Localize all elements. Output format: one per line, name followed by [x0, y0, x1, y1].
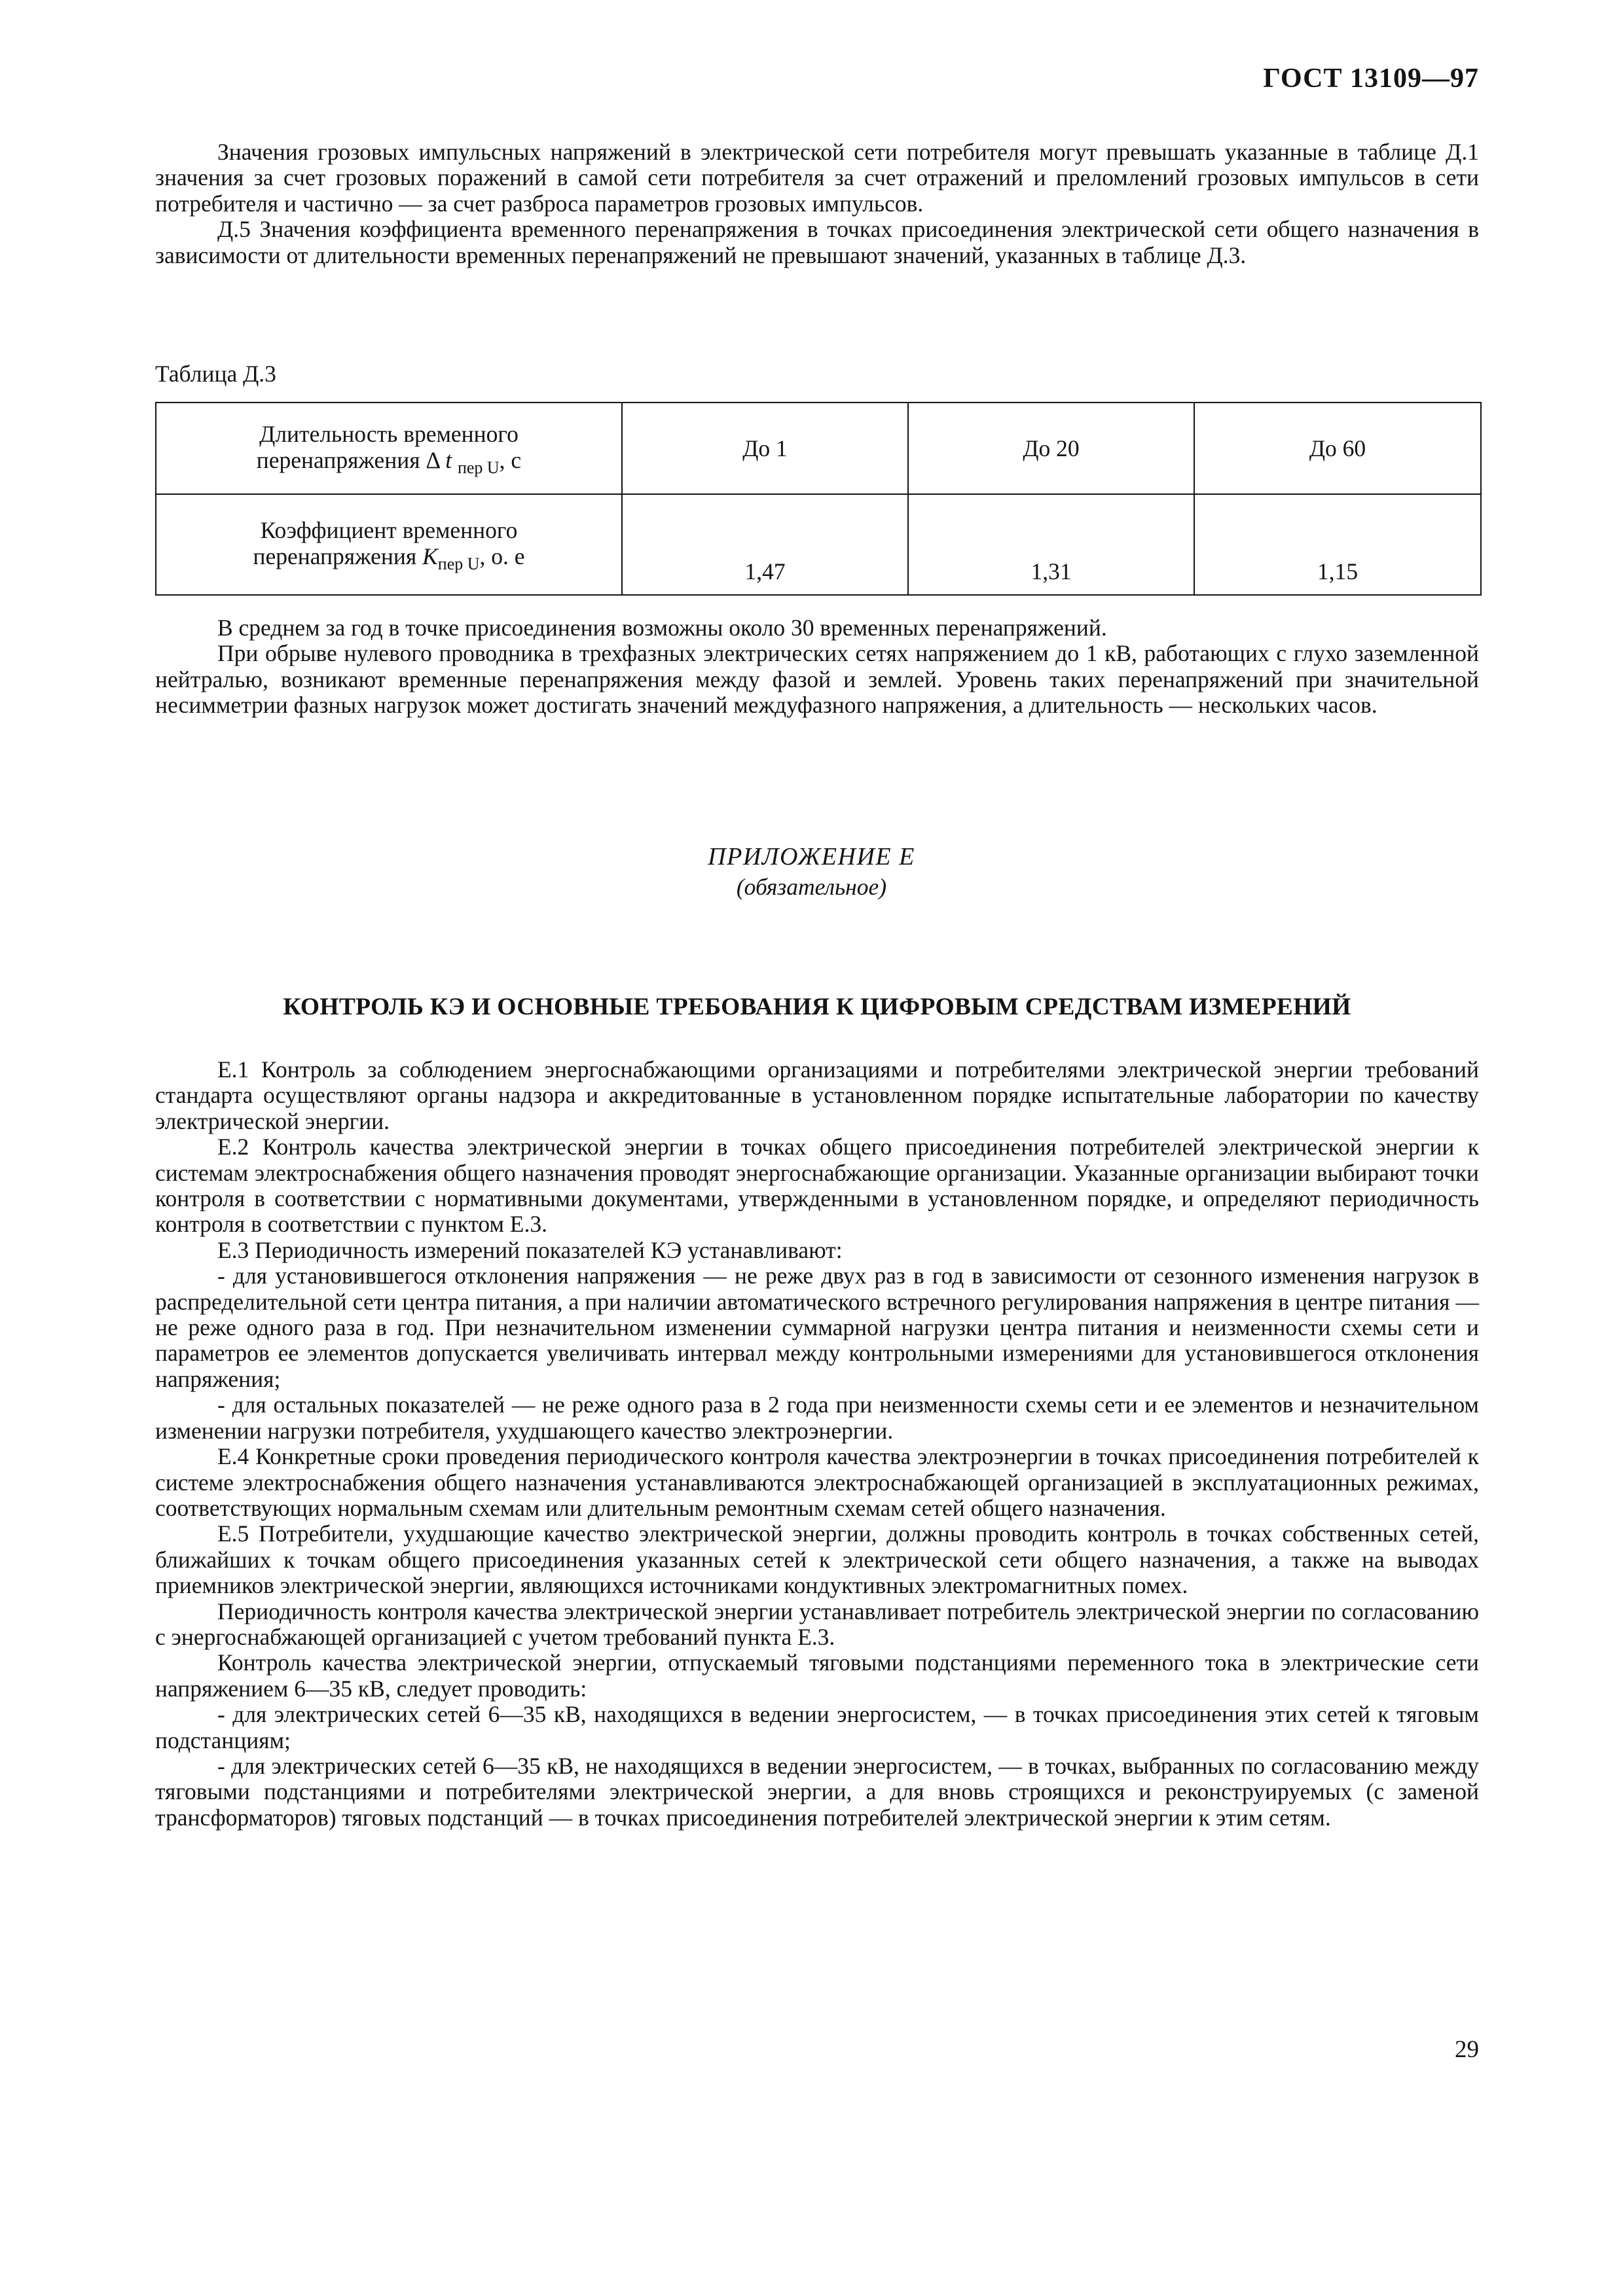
- paragraph: В среднем за год в точке присоединения возможны около 30 временных перенапряжений.: [217, 615, 1107, 641]
- list-item: - для электрических сетей 6—35 кВ, не находящихся в ведении энергосистем, — в точках, выбранных по согласованию между тяговыми подстанциями и потребителями электрической энергии, а для вновь строящихся и реконструируемых (с заменой трансформаторов) тяговых подстанций — в точках присоединения потребителей электрической энергии к этим сетям.: [155, 1752, 1479, 1831]
- table-row-coefficient: [156, 494, 1481, 595]
- paragraph-e3: Е.3 Периодичность измерений показателей КЭ устанавливают:: [217, 1236, 843, 1263]
- header-line: Длительность временного: [259, 421, 519, 447]
- after-table-text: [155, 615, 1479, 719]
- paragraph: При обрыве нулевого проводника в трехфазных электрических сетях напряжением до 1 кВ, работающих с глухо заземленной нейтралью, возникают временные перенапряжения между фазой и землей. Уровень таких перенапряжений при значительной несимметрии фазных нагрузок может достигать значений междуфазного напряжения, а длительность — нескольких часов.: [155, 640, 1479, 719]
- paragraph: Значения грозовых импульсных напряжений в электрической сети потребителя могут превышать указанные в таблице Д.1 значения за счет грозовых поражений в самой сети потребителя за счет отражений и преломлений грозовых импульсов в сети потребителя и частично — за счет разброса параметров грозовых импульсов.: [155, 139, 1479, 217]
- table-cell: До 1: [622, 403, 908, 494]
- list-item: - для установившегося отклонения напряжения — не реже двух раз в год в зависимости от сезонного изменения нагрузок в распределительной сети центра питания, а при наличии автоматического встречного регулирования напряжения в центре питания — не реже одного раза в год. При незначительном изменении суммарной нагрузки центра питания и неизменности схемы сети и параметров ее элементов допускается увеличивать интервал между контрольными измерениями для установившегося отклонения напряжения;: [155, 1263, 1479, 1392]
- appendix-status: (обязательное): [736, 874, 887, 900]
- table-row-header: [156, 494, 622, 595]
- section-title: КОНТРОЛЬ КЭ И ОСНОВНЫЕ ТРЕБОВАНИЯ К ЦИФРОВЫМ СРЕДСТВАМ ИЗМЕРЕНИЙ: [283, 994, 1351, 1020]
- table-row-header: [156, 403, 622, 494]
- appendix-heading: ПРИЛОЖЕНИЕ Е: [708, 843, 915, 870]
- header-line: Коэффициент временного: [260, 517, 518, 543]
- table-cell: 1,47: [622, 494, 908, 595]
- table-cell: До 20: [908, 403, 1194, 494]
- intro-text: [155, 139, 1479, 268]
- document-code: ГОСТ 13109—97: [1263, 63, 1479, 94]
- paragraph-e1: Е.1 Контроль за соблюдением энергоснабжающими организациями и потребителями электрической энергии требований стандарта осуществляют органы надзора и аккредитованные в установленном порядке испытательные лаборатории по качеству электрической энергии.: [155, 1056, 1479, 1134]
- page-number: 29: [1455, 2036, 1479, 2063]
- paragraph-e2: Е.2 Контроль качества электрической энергии в точках общего присоединения потребителей электрической энергии к системам электроснабжения общего назначения проводят энергоснабжающие организации. Указанные организации выбирают точки контроля в соответствии с нормативными документами, утвержденными в установленном порядке, и определяют периодичность контроля в соответствии с пунктом Е.3.: [155, 1134, 1479, 1238]
- table-row-duration: [156, 403, 1481, 494]
- table-cell: До 60: [1194, 403, 1481, 494]
- list-item: - для остальных показателей — не реже одного раза в 2 года при неизменности схемы сети и ее элементов и незначительном изменении нагрузки потребителя, ухудшающего качество электроэнергии.: [155, 1391, 1479, 1444]
- paragraph: Периодичность контроля качества электрической энергии устанавливает потребитель электрической энергии по согласованию с энергоснабжающей организацией с учетом требований пункта Е.3.: [155, 1598, 1479, 1650]
- header-line: перенапряжения Δ t $_{пер U}$, с: [256, 447, 522, 477]
- overvoltage-table: [155, 402, 1482, 596]
- header-line: перенапряжения $K_{пер U}$, о. е: [253, 543, 525, 573]
- paragraph-d5: Д.5 Значения коэффициента временного перенапряжения в точках присоединения электрической сети общего назначения в зависимости от длительности временных перенапряжений не превышают значений, указанных в таблице Д.3.: [155, 216, 1479, 268]
- table-cell: 1,15: [1194, 494, 1481, 595]
- list-item: - для электрических сетей 6—35 кВ, находящихся в ведении энергосистем, — в точках присоединения этих сетей к тяговым подстанциям;: [155, 1701, 1479, 1753]
- paragraph-e4: Е.4 Конкретные сроки проведения периодического контроля качества электроэнергии в точках присоединения потребителей к системе электроснабжения общего назначения устанавливаются электроснабжающей организацией в эксплуатационных режимах, соответствующих нормальным схемам или длительным ремонтным схемам сетей общего назначения.: [155, 1443, 1479, 1521]
- paragraph: Контроль качества электрической энергии, отпускаемый тяговыми подстанциями переменного тока в электрические сети напряжением 6—35 кВ, следует проводить:: [155, 1649, 1479, 1702]
- appendix-body: [155, 1057, 1479, 1831]
- table-cell: 1,31: [908, 494, 1194, 595]
- table-caption: Таблица Д.3: [155, 361, 276, 387]
- paragraph-e5: Е.5 Потребители, ухудшающие качество электрической энергии, должны проводить контроль в точках собственных сетей, ближайших к точкам общего присоединения указанных сетей к электрической сети общего назначения, а также на выводах приемников электрической энергии, являющихся источниками кондуктивных электромагнитных помех.: [155, 1520, 1479, 1599]
